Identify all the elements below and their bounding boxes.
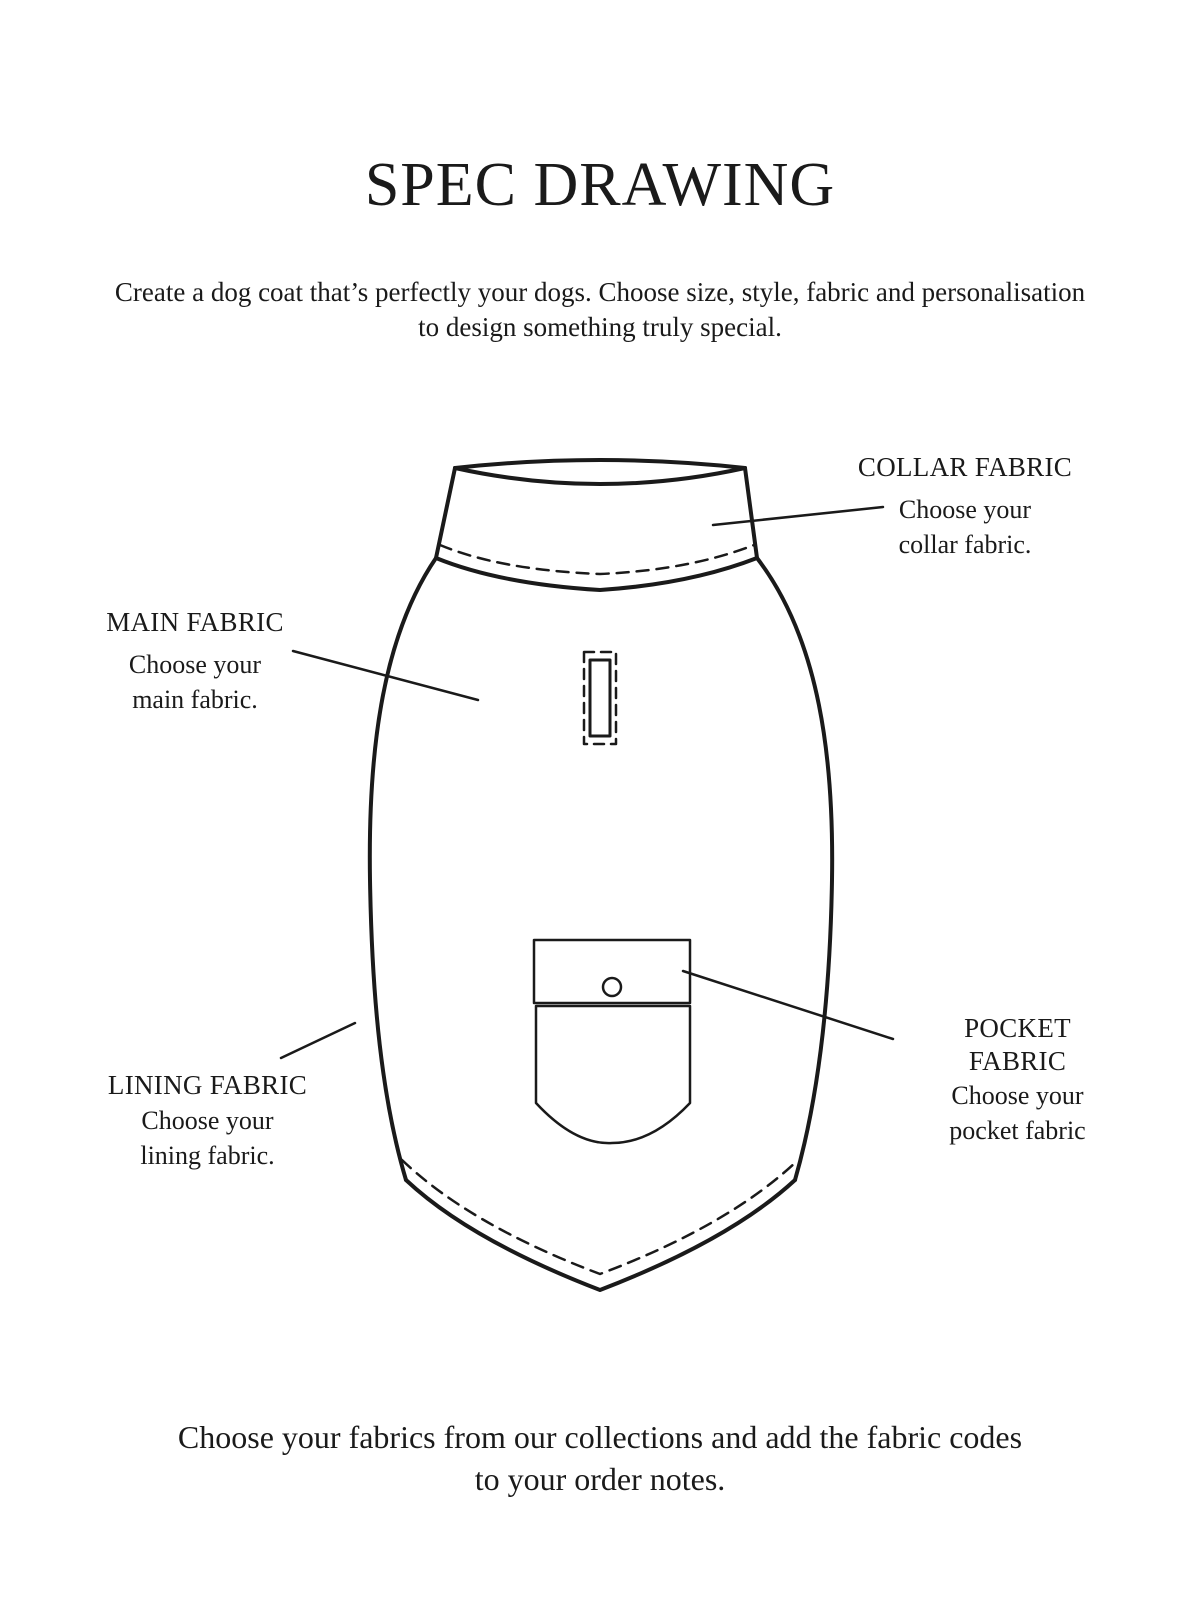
intro-line-2: to design something truly special. <box>418 312 782 342</box>
footer-line-2: to your order notes. <box>474 1461 726 1497</box>
collar-top-inner <box>455 468 745 484</box>
collar-fabric-callout <box>845 450 1085 562</box>
footer-note <box>100 1416 1100 1500</box>
pocket-fabric-sub-line-1: Choose your <box>951 1081 1084 1110</box>
coat-left-edge <box>370 558 436 1180</box>
pocket-button <box>603 978 621 996</box>
pocket <box>534 940 690 1143</box>
main-fabric-sub-line-1: Choose your <box>128 650 262 679</box>
main-fabric-heading: MAIN FABRIC <box>106 607 284 637</box>
lining-fabric-callout <box>90 1068 325 1173</box>
collar-fabric-sub-line-1: Choose your <box>898 495 1032 524</box>
collar-top-rim <box>455 460 745 468</box>
hem-stitch-line <box>402 1160 798 1274</box>
pocket-leader-line <box>683 971 893 1039</box>
label-tab-panel <box>590 660 610 736</box>
lining-leader-line <box>281 1023 355 1058</box>
intro-line-1: Create a dog coat that’s perfectly your dogs. Choose size, style, fabric and personalisation <box>114 277 1086 307</box>
lining-fabric-heading: LINING FABRIC <box>107 1070 308 1100</box>
collar-stitch-line <box>440 545 754 574</box>
pocket-fabric-heading-line-1: POCKET <box>964 1013 1071 1043</box>
footer-line-1: Choose your fabrics from our collections and add the fabric codes <box>177 1419 1023 1455</box>
collar-fabric-sub-line-2: collar fabric. <box>898 530 1032 559</box>
pocket-fabric-callout <box>930 1012 1105 1148</box>
coat-body <box>370 558 832 1290</box>
lining-fabric-sub-line-2: lining fabric. <box>140 1141 275 1170</box>
collar-left-side <box>436 468 455 558</box>
main-fabric-sub-line-2: main fabric. <box>132 685 258 714</box>
collar-fabric-heading: COLLAR FABRIC <box>857 452 1073 482</box>
label-tab <box>584 652 616 744</box>
main-fabric-callout <box>85 605 305 717</box>
collar <box>436 460 757 590</box>
collar-right-side <box>745 468 757 558</box>
coat-right-edge <box>757 558 832 1180</box>
page-title: SPEC DRAWING <box>364 151 836 219</box>
lining-fabric-sub-line-1: Choose your <box>141 1106 274 1135</box>
pocket-fabric-sub-line-2: pocket fabric <box>949 1116 1086 1145</box>
pocket-body <box>536 1006 690 1143</box>
pocket-fabric-heading-line-2: FABRIC <box>968 1046 1067 1076</box>
pocket-flap <box>534 940 690 1003</box>
